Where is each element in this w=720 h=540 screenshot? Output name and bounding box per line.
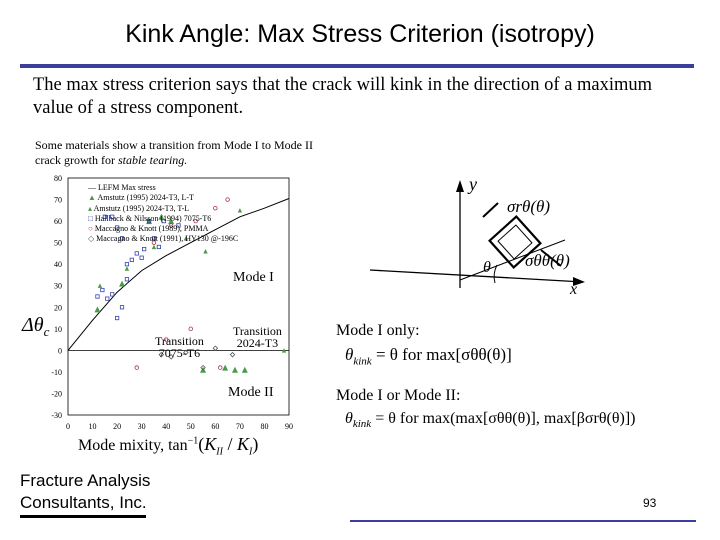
formula-mode-i: $\theta_{kink} = \theta$ for max[σθθ(θ)] <box>345 345 512 368</box>
note-text <box>35 138 315 168</box>
legend-entry-maccagno-pmma: ○ Maccagno & Knott (1989), PMMA <box>88 224 209 234</box>
circle-point <box>135 366 139 370</box>
triangle-point <box>232 367 238 373</box>
x-axis-label: Mode mixity, $\tan^{-1}(K_{II} / K_I)$ <box>78 434 259 458</box>
y-tick-label: 20 <box>54 303 62 313</box>
square-point <box>157 245 160 248</box>
square-point <box>130 258 133 261</box>
y-tick-label: 80 <box>54 174 62 183</box>
square-point <box>111 293 114 296</box>
legend-diamond-icon: ◇ <box>88 234 95 244</box>
y-tick-label: -20 <box>51 389 62 399</box>
y-tick-label: 50 <box>54 238 62 248</box>
formula-mode-i-or-ii: $\theta_{kink} = \theta$ for max(max[σθθ(θ)], max[βσrθ(θ)]) <box>345 410 636 431</box>
diamond-point <box>213 346 217 350</box>
square-point <box>115 316 118 319</box>
legend-entry-amstutz-tl: ▴ Amstutz (1995) 2024-T3, T-L <box>88 203 190 213</box>
square-point <box>101 288 104 291</box>
intro-text: The max stress criterion says that the crack will kink in the direction of a maximum value of a stress component. <box>33 75 653 118</box>
circle-point <box>218 366 222 370</box>
triangle-point <box>222 365 228 371</box>
mode-i-annotation: Mode I <box>233 270 274 285</box>
note-text-plain: Some materials show a transition from Mode I to Mode II crack growth for <box>35 138 313 167</box>
square-point <box>125 278 128 281</box>
title-divider <box>20 64 694 68</box>
legend-entry-amstutz-lt: ▲ Amstutz (1995) 2024-T3, L-T <box>88 193 194 203</box>
legend-circle-icon: ○ <box>88 224 93 234</box>
legend-entry-lefm: — LEFM Max stress <box>88 183 156 192</box>
normal-stress-label: σθθ(θ) <box>525 251 570 270</box>
x-tick-label: 0 <box>66 422 70 431</box>
shear-stress-label: σrθ(θ) <box>507 197 551 216</box>
y-arrowhead-icon <box>456 180 464 192</box>
theta-label: θ <box>483 259 491 276</box>
mode-i-or-ii-heading: Mode I or Mode II: <box>336 387 461 404</box>
triangle-point <box>98 284 102 288</box>
diamond-point <box>230 352 234 356</box>
y-tick-label: 0 <box>58 346 62 356</box>
x-tick-label: 90 <box>285 422 293 431</box>
triangle-point <box>238 208 242 212</box>
x-tick-label: 10 <box>88 422 97 431</box>
y-label: y <box>469 174 477 194</box>
mode-ii-annotation: Mode II <box>228 385 274 400</box>
y-tick-label: -30 <box>51 411 62 420</box>
square-point <box>125 262 128 265</box>
square-point <box>135 252 138 255</box>
x-axis-ratio: $(K_{II} / K_I)$ <box>198 434 259 458</box>
legend-triangle-icon: ▲ <box>88 193 96 203</box>
x-tick-label: 60 <box>211 422 220 431</box>
transition-7075-annotation: Transition 7075-T6 <box>155 334 204 360</box>
x-label: x <box>570 281 578 298</box>
triangle-point <box>152 245 156 249</box>
circle-point <box>189 327 193 331</box>
square-point <box>106 297 109 300</box>
triangle-point <box>94 306 100 312</box>
y-tick-label: 10 <box>54 324 62 334</box>
x-tick-label: 80 <box>260 422 269 431</box>
legend-line-icon: — <box>88 183 96 192</box>
x-tick-label: 40 <box>162 422 171 431</box>
triangle-point <box>242 367 248 373</box>
page-number: 93 <box>643 496 657 510</box>
y-tick-label: 70 <box>54 195 62 205</box>
legend-triangle-small-icon: ▴ <box>88 203 93 213</box>
triangle-point <box>119 281 125 287</box>
mode-i-only-heading: Mode I only: <box>336 322 420 339</box>
square-point <box>120 306 123 309</box>
triangle-point <box>203 249 207 253</box>
y-tick-label: 60 <box>54 217 62 227</box>
x-tick-label: 20 <box>113 422 122 431</box>
logo-underline <box>20 515 146 518</box>
footer-divider <box>350 520 696 522</box>
angle-arc <box>494 265 497 283</box>
y-tick-label: -10 <box>51 367 62 377</box>
y-axis-label: $\Delta\theta_c$ <box>22 314 50 339</box>
legend-square-icon: □ <box>88 213 93 223</box>
transition-2024-annotation: Transition 2024-T3 <box>233 324 282 350</box>
y-tick-label: 30 <box>54 281 62 291</box>
stress-element-diagram <box>365 170 600 300</box>
triangle-point <box>125 266 129 270</box>
square-point <box>142 247 145 250</box>
square-point <box>140 256 143 259</box>
shear-arrow <box>483 203 498 217</box>
legend-entry-hallback: □ Hallback & Nilsson (1994) 7075-T6 <box>88 213 212 223</box>
slide-title: Kink Angle: Max Stress Criterion (isotropy) <box>125 20 595 48</box>
square-point <box>96 295 99 298</box>
y-tick-label: 40 <box>54 260 62 270</box>
x-tick-label: 70 <box>235 422 244 431</box>
x-tick-label: 30 <box>137 422 146 431</box>
legend-entry-maccagno-hy130: ◇ Maccagno & Knott (1991), HY130 @-196C <box>88 234 239 244</box>
x-tick-label: 50 <box>186 422 195 431</box>
chart-legend <box>88 183 238 245</box>
note-text-italic: stable tearing. <box>117 153 188 167</box>
company-logo: Fracture Analysis Consultants, Inc. <box>20 471 151 512</box>
x-axis-line <box>370 270 583 282</box>
